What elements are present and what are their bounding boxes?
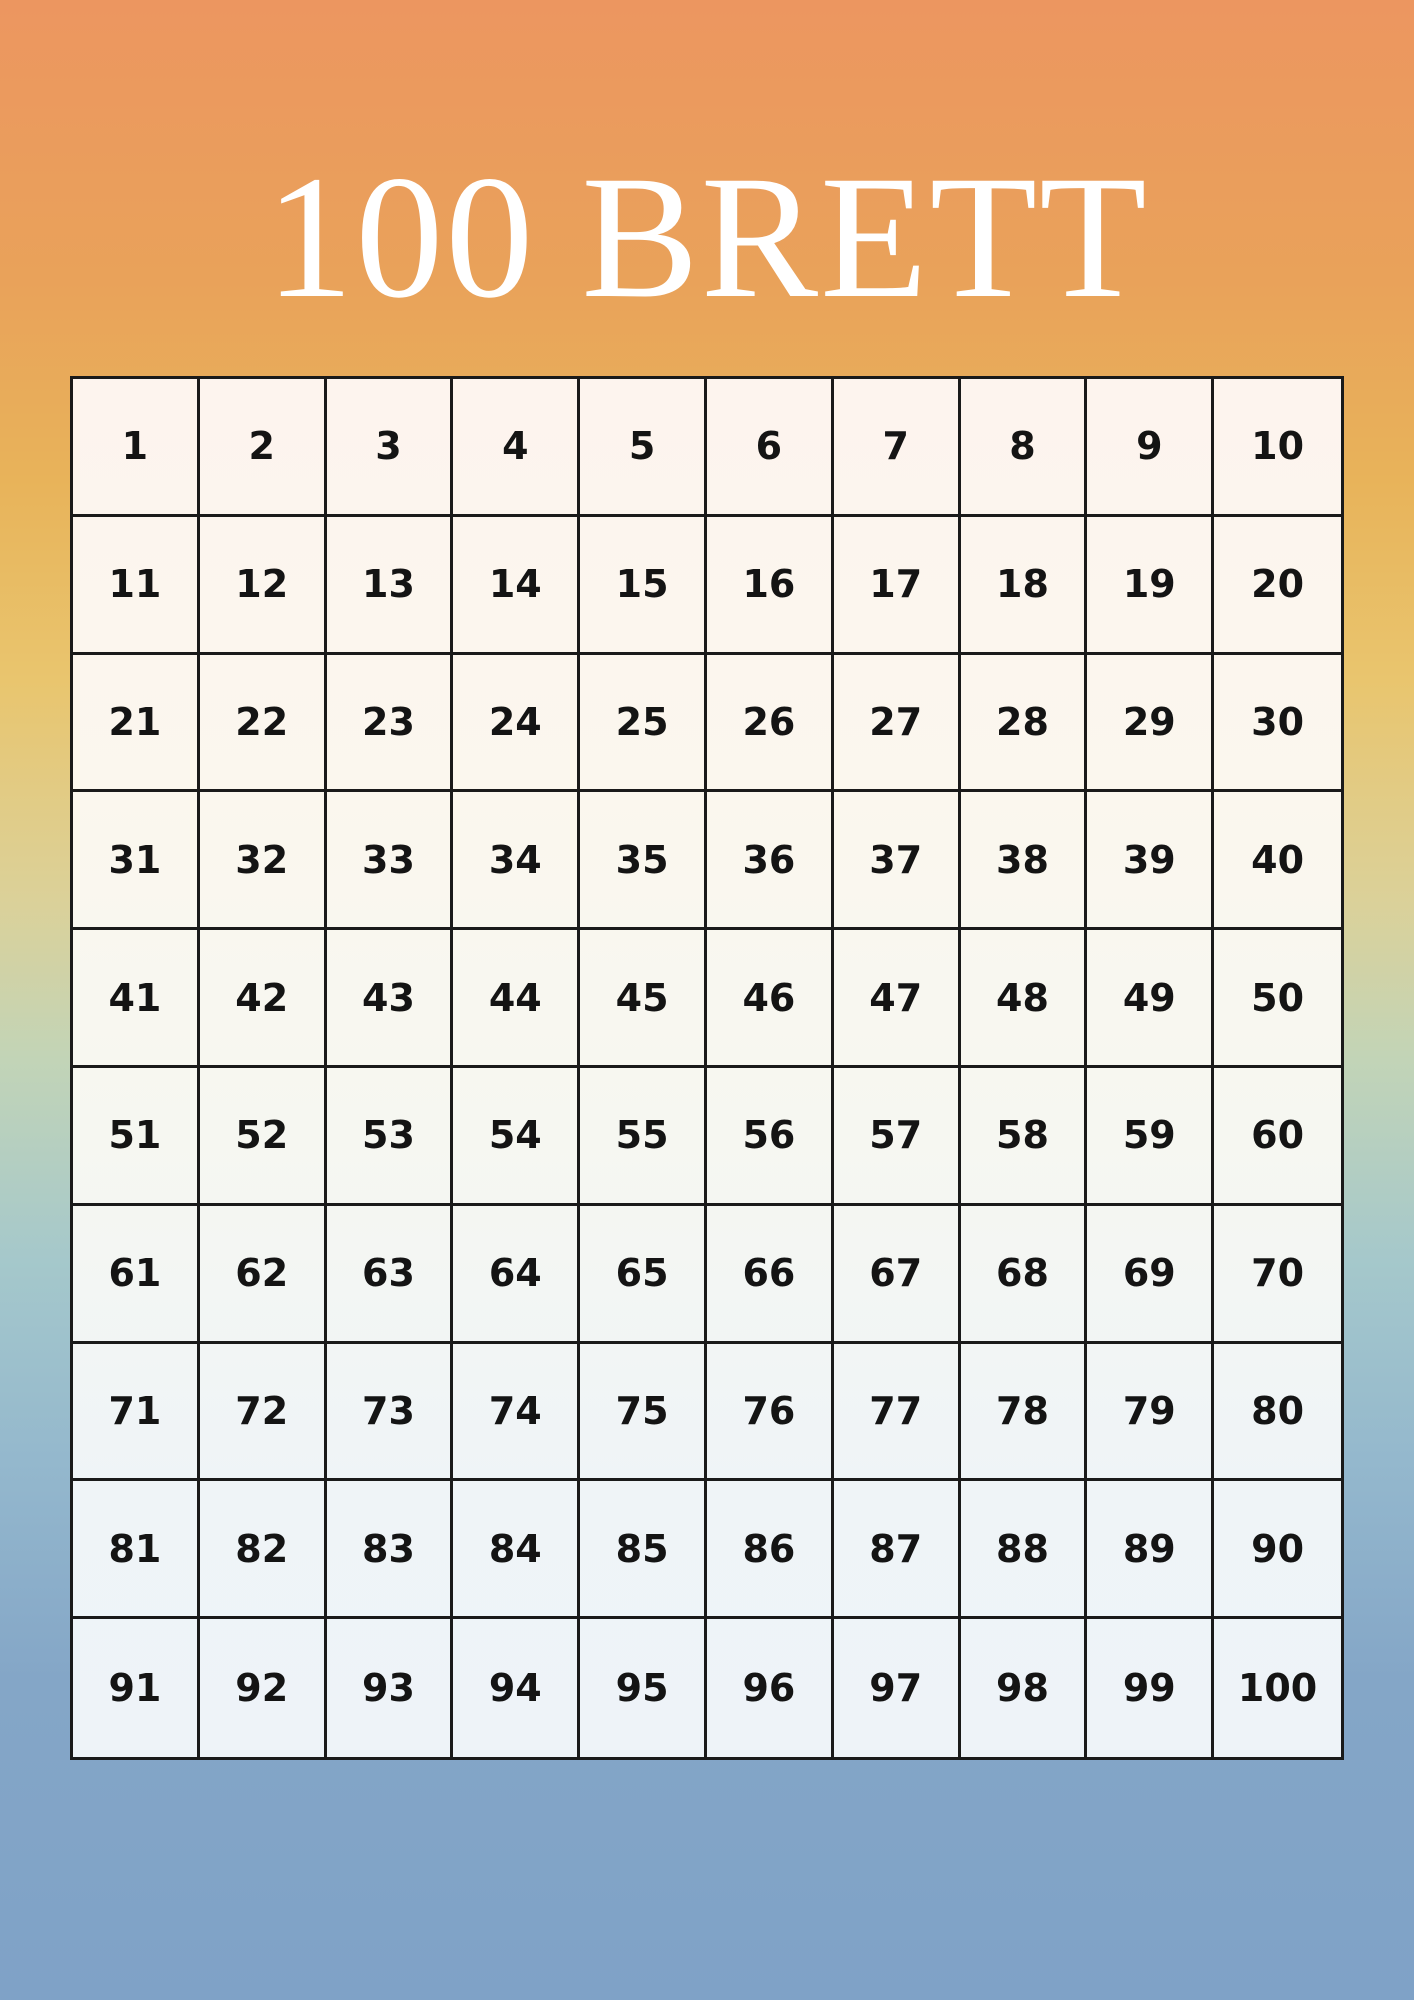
board-cell: 15 [580, 517, 707, 655]
board-cell: 38 [961, 792, 1088, 930]
board-cell: 2 [200, 379, 327, 517]
board-cell: 91 [73, 1619, 200, 1757]
board-cell: 30 [1214, 655, 1341, 793]
board-cell: 16 [707, 517, 834, 655]
board-cell: 47 [834, 930, 961, 1068]
board-cell: 3 [327, 379, 454, 517]
board-cell: 45 [580, 930, 707, 1068]
board-cell: 80 [1214, 1344, 1341, 1482]
board-cell: 48 [961, 930, 1088, 1068]
board-cell: 93 [327, 1619, 454, 1757]
board-cell: 70 [1214, 1206, 1341, 1344]
board-cell: 14 [453, 517, 580, 655]
board-cell: 99 [1087, 1619, 1214, 1757]
board-cell: 73 [327, 1344, 454, 1482]
board-cell: 4 [453, 379, 580, 517]
board-cell: 65 [580, 1206, 707, 1344]
board-cell: 32 [200, 792, 327, 930]
board-cell: 59 [1087, 1068, 1214, 1206]
board-cell: 61 [73, 1206, 200, 1344]
board-cell: 49 [1087, 930, 1214, 1068]
board-cell: 72 [200, 1344, 327, 1482]
board-cell: 84 [453, 1481, 580, 1619]
board-cell: 53 [327, 1068, 454, 1206]
board-cell: 77 [834, 1344, 961, 1482]
board-cell: 63 [327, 1206, 454, 1344]
board-cell: 46 [707, 930, 834, 1068]
board-cell: 34 [453, 792, 580, 930]
board-cell: 87 [834, 1481, 961, 1619]
board-cell: 12 [200, 517, 327, 655]
board-cell: 6 [707, 379, 834, 517]
board-cell: 24 [453, 655, 580, 793]
board-cell: 51 [73, 1068, 200, 1206]
board-cell: 79 [1087, 1344, 1214, 1482]
board-cell: 21 [73, 655, 200, 793]
board-cell: 95 [580, 1619, 707, 1757]
board-cell: 44 [453, 930, 580, 1068]
board-cell: 1 [73, 379, 200, 517]
board-cell: 58 [961, 1068, 1088, 1206]
board-cell: 96 [707, 1619, 834, 1757]
board-cell: 60 [1214, 1068, 1341, 1206]
board-cell: 19 [1087, 517, 1214, 655]
board-cell: 23 [327, 655, 454, 793]
board-cell: 54 [453, 1068, 580, 1206]
board-cell: 26 [707, 655, 834, 793]
board-cell: 27 [834, 655, 961, 793]
board-cell: 74 [453, 1344, 580, 1482]
board-cell: 92 [200, 1619, 327, 1757]
board-cell: 57 [834, 1068, 961, 1206]
board-cell: 11 [73, 517, 200, 655]
board-cell: 94 [453, 1619, 580, 1757]
board-cell: 86 [707, 1481, 834, 1619]
board-cell: 78 [961, 1344, 1088, 1482]
board-cell: 64 [453, 1206, 580, 1344]
board-cell: 67 [834, 1206, 961, 1344]
board-cell: 37 [834, 792, 961, 930]
board-cell: 52 [200, 1068, 327, 1206]
board-cell: 43 [327, 930, 454, 1068]
board-cell: 89 [1087, 1481, 1214, 1619]
board-cell: 97 [834, 1619, 961, 1757]
board-cell: 90 [1214, 1481, 1341, 1619]
board-cell: 17 [834, 517, 961, 655]
board-cell: 85 [580, 1481, 707, 1619]
board-cell: 42 [200, 930, 327, 1068]
board-cell: 39 [1087, 792, 1214, 930]
board-cell: 75 [580, 1344, 707, 1482]
board-cell: 88 [961, 1481, 1088, 1619]
board-cell: 66 [707, 1206, 834, 1344]
board-cell: 20 [1214, 517, 1341, 655]
board-cell: 50 [1214, 930, 1341, 1068]
board-cell: 41 [73, 930, 200, 1068]
board-cell: 68 [961, 1206, 1088, 1344]
board-cell: 76 [707, 1344, 834, 1482]
board-cell: 29 [1087, 655, 1214, 793]
board-cell: 22 [200, 655, 327, 793]
page-title: 100 BRETT [265, 140, 1149, 335]
board-cell: 82 [200, 1481, 327, 1619]
board-cell: 71 [73, 1344, 200, 1482]
board-cell: 31 [73, 792, 200, 930]
board-cell: 18 [961, 517, 1088, 655]
board-cell: 83 [327, 1481, 454, 1619]
board-cell: 10 [1214, 379, 1341, 517]
board-cell: 100 [1237, 1666, 1318, 1711]
board-cell: 8 [961, 379, 1088, 517]
board-cell: 62 [200, 1206, 327, 1344]
board-cell: 36 [707, 792, 834, 930]
board-cell: 98 [961, 1619, 1088, 1757]
hundred-board-grid [70, 376, 1344, 1760]
board-cell: 35 [580, 792, 707, 930]
board-cell: 28 [961, 655, 1088, 793]
board-cell: 25 [580, 655, 707, 793]
board-cell: 40 [1214, 792, 1341, 930]
board-cell: 7 [834, 379, 961, 517]
board-cell: 5 [580, 379, 707, 517]
board-cell: 69 [1087, 1206, 1214, 1344]
board-cell: 55 [580, 1068, 707, 1206]
board-cell: 81 [73, 1481, 200, 1619]
board-cell: 9 [1087, 379, 1214, 517]
board-cell: 33 [327, 792, 454, 930]
board-cell: 13 [327, 517, 454, 655]
board-cell: 56 [707, 1068, 834, 1206]
